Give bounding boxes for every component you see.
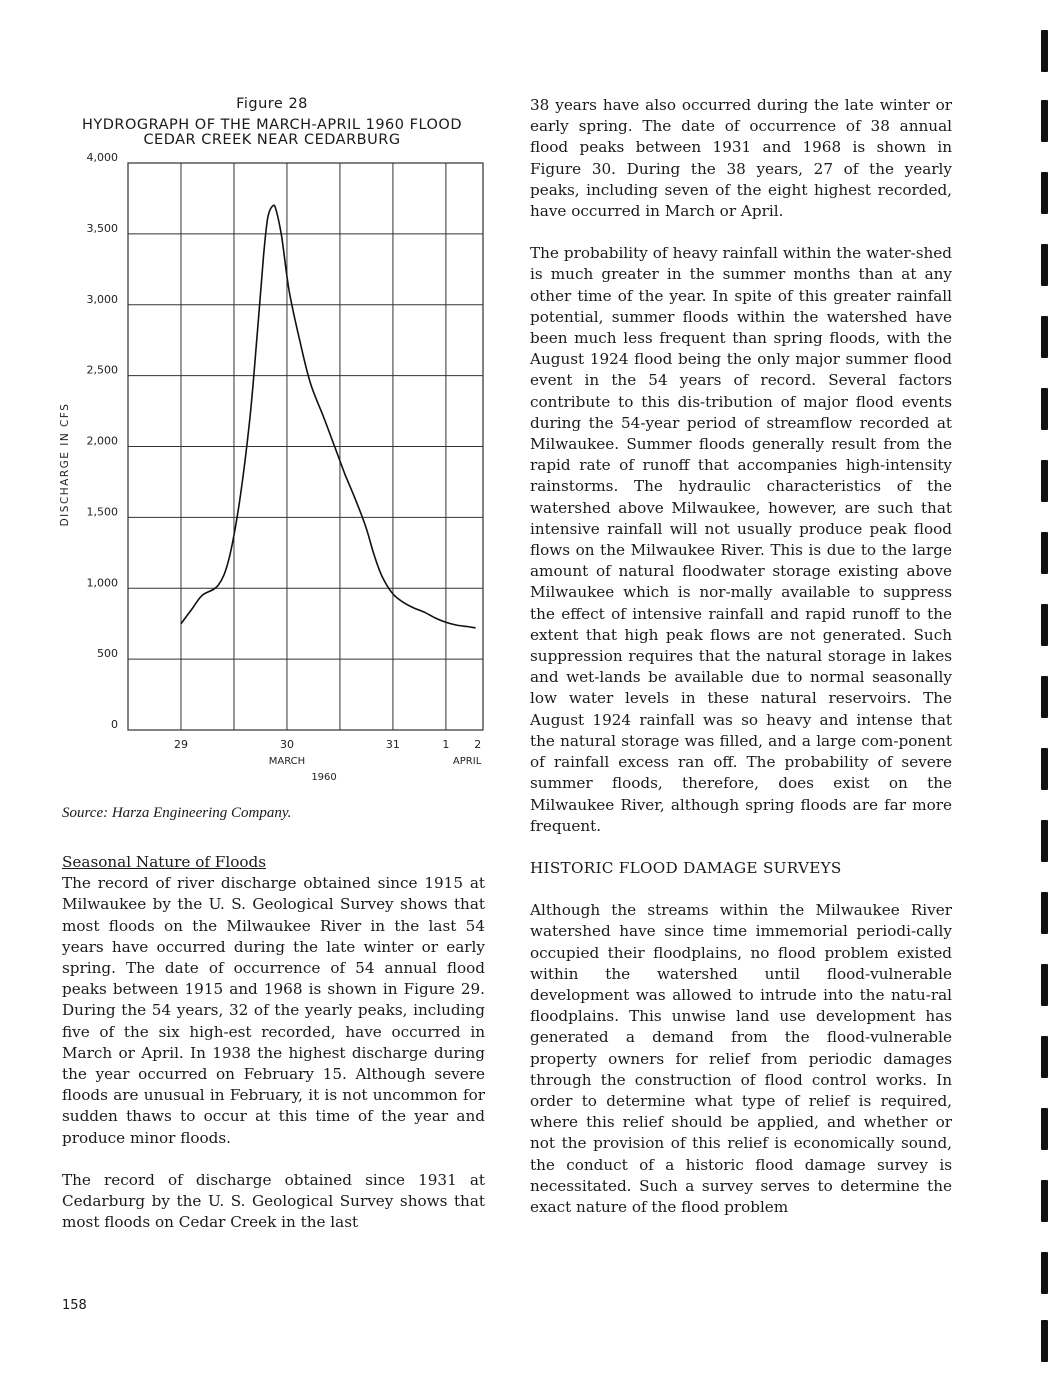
edge-mark	[1041, 1320, 1048, 1362]
x-tick-label: 30	[279, 738, 294, 751]
paragraph: Although the streams within the Milwaukee River watershed have since time immemorial periodi-cally occupied their floodplains, no flood problem existed within the watershed until flood-vulnerable development was allowed to intrude into the natu-ral floodplains. This unwise land use development has generated a demand from the flood-vulnerable property owners for relief from periodic damages through the construction of flood control works. In order to determine what type of relief is required, where this relief should be applied, and whether or not the provision of this relief is economically sound, the conduct of a historic flood damage survey is necessitated. Such a survey serves to determine the exact nature of the flood problem	[530, 901, 952, 1216]
y-tick-label: 0	[111, 718, 118, 731]
section-heading-seasonal: Seasonal Nature of Floods	[62, 853, 267, 871]
edge-mark	[1041, 964, 1048, 1006]
edge-mark	[1041, 244, 1048, 286]
figure-title-line1: HYDROGRAPH OF THE MARCH-APRIL 1960 FLOOD	[81, 117, 463, 133]
paragraph: The record of discharge obtained since 1931 at Cedarburg by the U. S. Geological Survey shows that most floods on Cedar Creek in the last	[62, 1170, 485, 1232]
paragraph: The record of river discharge obtained since 1915 at Milwaukee by the U. S. Geological Survey shows that most floods on the Milwaukee River in the last 54 years have occurred during the late winter or early spring. The date of occurrence of 54 annual flood peaks between 1915 and 1968 is shown in Figure 29. During the 54 years, 32 of the yearly peaks, including five of the six high-est recorded, have occurred in March or April. In 1938 the highest discharge during the year occurred on February 15. Although severe floods are unusual in February, it is not uncommon for sudden thaws to occur at this time of the year and produce minor floods.	[62, 874, 485, 1147]
edge-mark	[1041, 604, 1048, 646]
y-tick-label: 1,500	[86, 505, 118, 519]
paragraph: The probability of heavy rainfall within the water-shed is much greater in the summer months than at any other time of the year. In spite of this greater rainfall potential, summer floods within the watershed have been much less frequent than spring floods, with the August 1924 flood being the only major summer flood event in the 54 years of record. Several factors contribute to this dis-tribution of major flood events during the 54-year period of streamflow recorded at Milwaukee. Summer floods generally result from the rapid rate of runoff that accompanies high-intensity rainstorms. The hydraulic characteristics of the watershed above Milwaukee, however, are such that intensive rainfall will not usually produce peak flood flows on the Milwaukee River. This is due to the large amount of natural floodwater storage existing above Milwaukee which is nor-mally available to suppress the effect of intensive rainfall and rapid runoff to the extent that high peak flows are not generated. Such suppression requires that the natural storage in lakes and wet-lands be available due to normal seasonally low water levels in these natural reservoirs. The August 1924 rainfall was so heavy and intense that the natural storage was filled, and a large com-ponent of rainfall excess ran off. The probability of severe summer floods, therefore, does exist on the Milwaukee River, although spring floods are far more frequent.	[530, 244, 952, 835]
y-tick-label: 4,000	[86, 151, 118, 164]
section-heading-historic: HISTORIC FLOOD DAMAGE SURVEYS	[530, 858, 842, 877]
edge-mark	[1041, 1180, 1048, 1222]
figure-source: Source: Harza Engineering Company.	[62, 805, 292, 821]
edge-mark	[1041, 676, 1048, 718]
x-axis-label: 1960	[311, 772, 337, 783]
page-number: 158	[62, 1298, 87, 1313]
figure-label: Figure 28	[236, 96, 308, 112]
x-tick-label: 29	[173, 738, 188, 751]
hydrograph-chart	[0, 0, 520, 800]
x-tick-label: 31	[385, 738, 400, 751]
y-tick-label: 3,000	[86, 292, 118, 306]
y-tick-label: 2,500	[86, 363, 118, 377]
edge-mark	[1041, 1252, 1048, 1294]
edge-mark	[1041, 316, 1048, 358]
x-tick-label: 2	[474, 738, 482, 751]
edge-mark	[1041, 820, 1048, 862]
right-column	[530, 95, 952, 1218]
y-tick-label: 500	[97, 647, 118, 661]
x-tick-label: 1	[442, 738, 450, 751]
edge-mark	[1041, 1108, 1048, 1150]
y-tick-label: 1,000	[86, 576, 118, 590]
month-label: MARCH	[268, 756, 306, 767]
edge-mark	[1041, 100, 1048, 142]
month-label: APRIL	[452, 756, 482, 767]
figure-title-line2: CEDAR CREEK NEAR CEDARBURG	[143, 132, 401, 148]
edge-mark	[1041, 30, 1048, 72]
paragraph: 38 years have also occurred during the late winter or early spring. The date of occurrence of 38 annual flood peaks between 1931 and 1968 is shown in Figure 30. During the 38 years, 27 of the yearly peaks, including seven of the eight highest recorded, have occurred in March or April.	[530, 96, 952, 221]
y-tick-label: 3,500	[86, 221, 118, 235]
y-axis-label: DISCHARGE IN CFS	[59, 402, 71, 527]
edge-mark	[1041, 892, 1048, 934]
edge-mark	[1041, 1036, 1048, 1078]
edge-mark	[1041, 172, 1048, 214]
left-column	[62, 852, 485, 1233]
edge-mark	[1041, 748, 1048, 790]
series-line-discharge	[181, 205, 476, 628]
edge-mark	[1041, 388, 1048, 430]
edge-mark	[1041, 532, 1048, 574]
y-tick-label: 2,000	[86, 434, 118, 448]
edge-mark	[1041, 460, 1048, 502]
